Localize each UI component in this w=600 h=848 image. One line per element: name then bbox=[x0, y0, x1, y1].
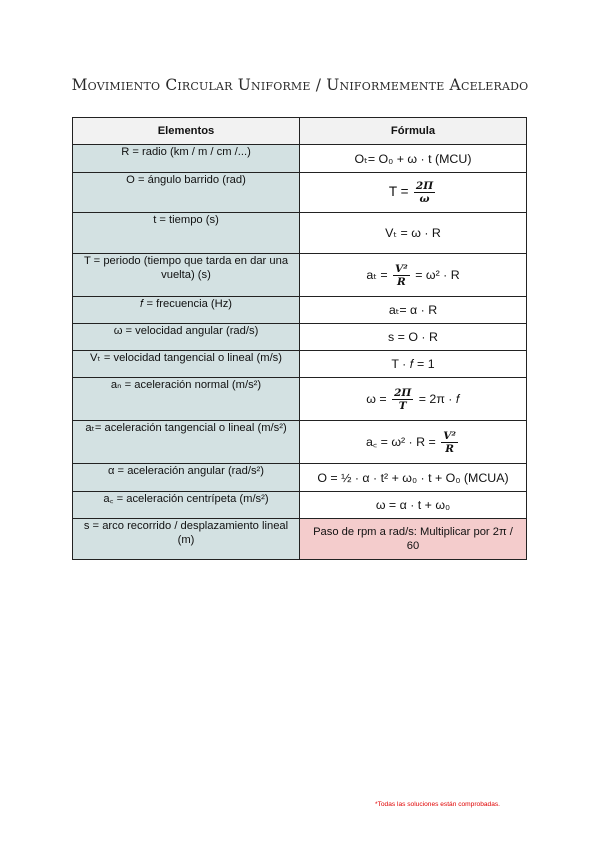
element-cell: T = periodo (tiempo que tarda en dar una vuelta) (s) bbox=[73, 254, 300, 297]
element-cell: s = arco recorrido / desplazamiento lineal (m) bbox=[73, 519, 300, 560]
formula-cell bbox=[300, 254, 527, 297]
fraction-denominator: R bbox=[397, 275, 406, 288]
formula-cell: Vₜ = ω · R bbox=[300, 213, 527, 254]
formula-lhs: aₜ = bbox=[366, 267, 388, 282]
element-cell: 𝑓 = frecuencia (Hz) bbox=[73, 297, 300, 324]
formula-cell bbox=[300, 173, 527, 213]
footnote: *Todas las soluciones están comprobadas. bbox=[375, 801, 500, 808]
element-cell: Vₜ = velocidad tangencial o lineal (m/s) bbox=[73, 351, 300, 378]
formula-cell: Oₜ= O₀ + ω · t (MCU) bbox=[300, 145, 527, 173]
header-elements: Elementos bbox=[73, 118, 300, 145]
table-row bbox=[73, 378, 527, 421]
fraction bbox=[393, 263, 410, 288]
formula-cell: O = ½ · α · t² + ω₀ · t + O₀ (MCUA) bbox=[300, 464, 527, 492]
formula-lhs: a꜀ = ω² · R = bbox=[366, 434, 436, 449]
formula-cell bbox=[300, 421, 527, 464]
fraction-numerator: 2Π bbox=[415, 180, 434, 192]
element-cell: R = radio (km / m / cm /...) bbox=[73, 145, 300, 173]
table-row bbox=[73, 324, 527, 351]
table-row bbox=[73, 213, 527, 254]
table-row bbox=[73, 145, 527, 173]
table-row bbox=[73, 464, 527, 492]
formula-cell: ω = α · t + ω₀ bbox=[300, 492, 527, 519]
element-cell: aₜ= aceleración tangencial o lineal (m/s²) bbox=[73, 421, 300, 464]
fraction bbox=[441, 430, 458, 455]
fraction-numerator: V² bbox=[395, 262, 408, 275]
table-header-row bbox=[73, 118, 527, 145]
element-cell: a꜀ = aceleración centrípeta (m/s²) bbox=[73, 492, 300, 519]
formula-lhs: ω = bbox=[366, 391, 387, 406]
fraction-numerator: V² bbox=[443, 429, 456, 442]
table-row bbox=[73, 519, 527, 560]
fraction-denominator: T bbox=[398, 399, 407, 412]
element-cell: t = tiempo (s) bbox=[73, 213, 300, 254]
table-row bbox=[73, 254, 527, 297]
page-title: Movimiento Circular Uniforme / Uniformemente Acelerado bbox=[71, 76, 529, 94]
element-cell: O = ángulo barrido (rad) bbox=[73, 173, 300, 213]
formula-cell: s = O · R bbox=[300, 324, 527, 351]
formula-lhs: T = bbox=[388, 183, 409, 199]
fraction-numerator: 2Π bbox=[394, 386, 412, 399]
table-row bbox=[73, 351, 527, 378]
fraction bbox=[414, 180, 435, 205]
element-cell: aₙ = aceleración normal (m/s²) bbox=[73, 378, 300, 421]
table-row bbox=[73, 492, 527, 519]
table-row bbox=[73, 421, 527, 464]
formula-cell bbox=[300, 378, 527, 421]
fraction-denominator: ω bbox=[419, 193, 430, 205]
element-cell: ω = velocidad angular (rad/s) bbox=[73, 324, 300, 351]
conversion-note-cell: Paso de rpm a rad/s: Multiplicar por 2π / 60 bbox=[300, 519, 527, 560]
table-row bbox=[73, 297, 527, 324]
fraction-denominator: R bbox=[445, 442, 454, 455]
formula-cell: T · 𝑓 = 1 bbox=[300, 351, 527, 378]
formula-table bbox=[72, 117, 527, 560]
fraction bbox=[392, 387, 413, 412]
element-cell: α = aceleración angular (rad/s²) bbox=[73, 464, 300, 492]
table-row bbox=[73, 173, 527, 213]
formula-rhs: = ω² · R bbox=[415, 267, 460, 282]
formula-cell: aₜ= α · R bbox=[300, 297, 527, 324]
header-formula: Fórmula bbox=[300, 118, 527, 145]
formula-rhs: = 2π · 𝑓 bbox=[418, 391, 460, 406]
